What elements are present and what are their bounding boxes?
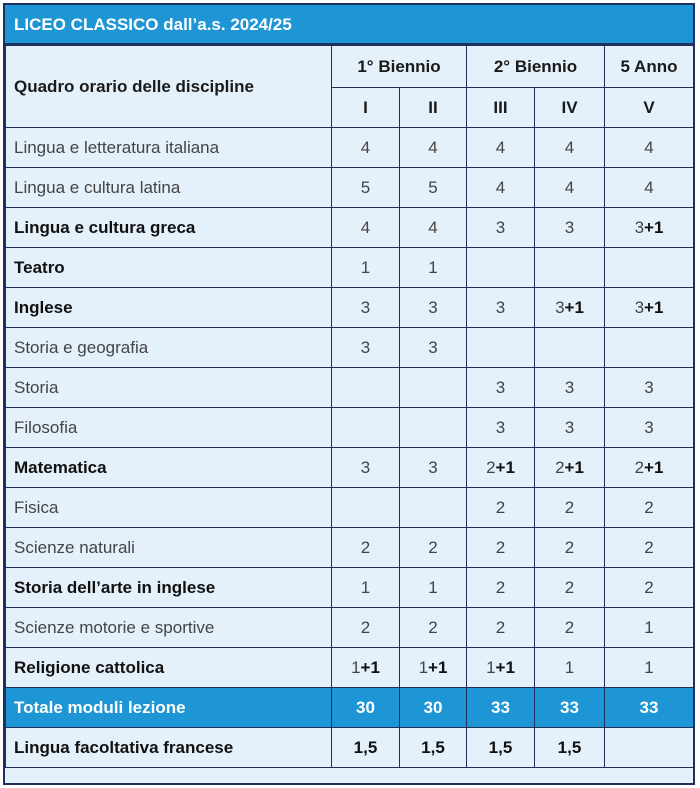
hours-cell: 2 bbox=[535, 608, 605, 648]
total-label: Totale moduli lezione bbox=[6, 688, 332, 728]
hours-cell: 3 bbox=[535, 408, 605, 448]
hours-cell: 2 bbox=[467, 528, 535, 568]
hours-cell: 5 bbox=[332, 168, 400, 208]
corner-header: Quadro orario delle discipline bbox=[6, 46, 332, 128]
table-body bbox=[6, 128, 694, 688]
hours-cell: 4 bbox=[467, 128, 535, 168]
hours-cell: 3 bbox=[605, 408, 694, 448]
hours-cell: 1 bbox=[400, 568, 467, 608]
hours-cell: 3+1 bbox=[605, 288, 694, 328]
subject-cell: Teatro bbox=[6, 248, 332, 288]
subject-cell: Lingua e letteratura italiana bbox=[6, 128, 332, 168]
table-row bbox=[6, 608, 694, 648]
year-header-III: III bbox=[467, 88, 535, 128]
subject-cell: Scienze motorie e sportive bbox=[6, 608, 332, 648]
hours-cell: 3+1 bbox=[535, 288, 605, 328]
subject-cell: Storia bbox=[6, 368, 332, 408]
hours-cell: 3 bbox=[332, 448, 400, 488]
subject-cell: Scienze naturali bbox=[6, 528, 332, 568]
hours-cell bbox=[332, 408, 400, 448]
table-row bbox=[6, 648, 694, 688]
hours-cell: 1 bbox=[605, 608, 694, 648]
hours-cell: 1 bbox=[535, 648, 605, 688]
hours-cell bbox=[400, 368, 467, 408]
year-header-V: V bbox=[605, 88, 694, 128]
timetable bbox=[5, 45, 694, 768]
optional-label: Lingua facoltativa francese bbox=[6, 728, 332, 768]
optional-row bbox=[6, 728, 694, 768]
hours-cell: 3 bbox=[535, 368, 605, 408]
optional-value: 1,5 bbox=[535, 728, 605, 768]
optional-value bbox=[605, 728, 694, 768]
hours-cell bbox=[535, 328, 605, 368]
hours-cell: 3 bbox=[332, 288, 400, 328]
total-value: 33 bbox=[535, 688, 605, 728]
hours-cell: 5 bbox=[400, 168, 467, 208]
hours-cell: 2 bbox=[467, 608, 535, 648]
hours-cell: 2+1 bbox=[605, 448, 694, 488]
hours-cell bbox=[332, 368, 400, 408]
total-value: 30 bbox=[400, 688, 467, 728]
hours-cell: 1 bbox=[605, 648, 694, 688]
hours-cell: 3 bbox=[467, 288, 535, 328]
hours-cell: 2 bbox=[332, 528, 400, 568]
hours-cell: 2 bbox=[400, 528, 467, 568]
hours-cell: 1 bbox=[332, 568, 400, 608]
table-row bbox=[6, 128, 694, 168]
hours-cell: 4 bbox=[535, 168, 605, 208]
subject-cell: Fisica bbox=[6, 488, 332, 528]
hours-cell: 1 bbox=[400, 248, 467, 288]
table-row bbox=[6, 208, 694, 248]
table-row bbox=[6, 488, 694, 528]
total-row bbox=[6, 688, 694, 728]
hours-cell bbox=[400, 408, 467, 448]
hours-cell: 4 bbox=[467, 168, 535, 208]
table-row bbox=[6, 328, 694, 368]
hours-cell: 3+1 bbox=[605, 208, 694, 248]
table-title: LICEO CLASSICO dall’a.s. 2024/25 bbox=[5, 5, 693, 45]
hours-cell bbox=[332, 488, 400, 528]
hours-cell: 3 bbox=[332, 328, 400, 368]
hours-cell: 4 bbox=[605, 168, 694, 208]
hours-cell: 4 bbox=[535, 128, 605, 168]
optional-value: 1,5 bbox=[332, 728, 400, 768]
hours-cell: 1 bbox=[332, 248, 400, 288]
hours-cell: 2+1 bbox=[467, 448, 535, 488]
hours-cell: 2 bbox=[467, 488, 535, 528]
hours-cell: 2 bbox=[605, 488, 694, 528]
hours-cell: 1+1 bbox=[332, 648, 400, 688]
subject-cell: Religione cattolica bbox=[6, 648, 332, 688]
table-row bbox=[6, 568, 694, 608]
group-header-5-anno: 5 Anno bbox=[605, 46, 694, 88]
hours-cell: 1+1 bbox=[467, 648, 535, 688]
hours-cell: 3 bbox=[535, 208, 605, 248]
table-row bbox=[6, 168, 694, 208]
hours-cell: 4 bbox=[400, 128, 467, 168]
total-value: 33 bbox=[467, 688, 535, 728]
subject-cell: Matematica bbox=[6, 448, 332, 488]
hours-cell: 4 bbox=[400, 208, 467, 248]
table-row bbox=[6, 248, 694, 288]
subject-cell: Lingua e cultura latina bbox=[6, 168, 332, 208]
hours-cell: 2 bbox=[467, 568, 535, 608]
hours-cell: 3 bbox=[400, 288, 467, 328]
table-row bbox=[6, 528, 694, 568]
subject-cell: Storia dell’arte in inglese bbox=[6, 568, 332, 608]
subject-cell: Inglese bbox=[6, 288, 332, 328]
hours-cell bbox=[400, 488, 467, 528]
hours-cell bbox=[605, 328, 694, 368]
table-row bbox=[6, 288, 694, 328]
hours-cell: 3 bbox=[400, 328, 467, 368]
hours-cell: 2 bbox=[605, 568, 694, 608]
hours-cell: 4 bbox=[605, 128, 694, 168]
hours-cell: 4 bbox=[332, 208, 400, 248]
hours-cell: 3 bbox=[467, 408, 535, 448]
hours-cell bbox=[605, 248, 694, 288]
hours-cell: 3 bbox=[467, 368, 535, 408]
table-row bbox=[6, 368, 694, 408]
total-value: 33 bbox=[605, 688, 694, 728]
hours-cell: 2+1 bbox=[535, 448, 605, 488]
hours-cell: 2 bbox=[332, 608, 400, 648]
subject-cell: Lingua e cultura greca bbox=[6, 208, 332, 248]
table-row bbox=[6, 448, 694, 488]
subject-cell: Filosofia bbox=[6, 408, 332, 448]
hours-cell: 2 bbox=[605, 528, 694, 568]
optional-value: 1,5 bbox=[400, 728, 467, 768]
schedule-card bbox=[3, 3, 695, 785]
year-header-II: II bbox=[400, 88, 467, 128]
hours-cell bbox=[467, 328, 535, 368]
hours-cell: 1+1 bbox=[400, 648, 467, 688]
subject-cell: Storia e geografia bbox=[6, 328, 332, 368]
group-header-biennio-1: 1° Biennio bbox=[332, 46, 467, 88]
table-row bbox=[6, 408, 694, 448]
group-header-biennio-2: 2° Biennio bbox=[467, 46, 605, 88]
hours-cell: 2 bbox=[535, 568, 605, 608]
hours-cell: 2 bbox=[535, 528, 605, 568]
optional-value: 1,5 bbox=[467, 728, 535, 768]
hours-cell bbox=[467, 248, 535, 288]
hours-cell: 3 bbox=[400, 448, 467, 488]
hours-cell bbox=[535, 248, 605, 288]
hours-cell: 4 bbox=[332, 128, 400, 168]
year-header-IV: IV bbox=[535, 88, 605, 128]
hours-cell: 2 bbox=[535, 488, 605, 528]
hours-cell: 2 bbox=[400, 608, 467, 648]
hours-cell: 3 bbox=[467, 208, 535, 248]
hours-cell: 3 bbox=[605, 368, 694, 408]
year-header-I: I bbox=[332, 88, 400, 128]
total-value: 30 bbox=[332, 688, 400, 728]
